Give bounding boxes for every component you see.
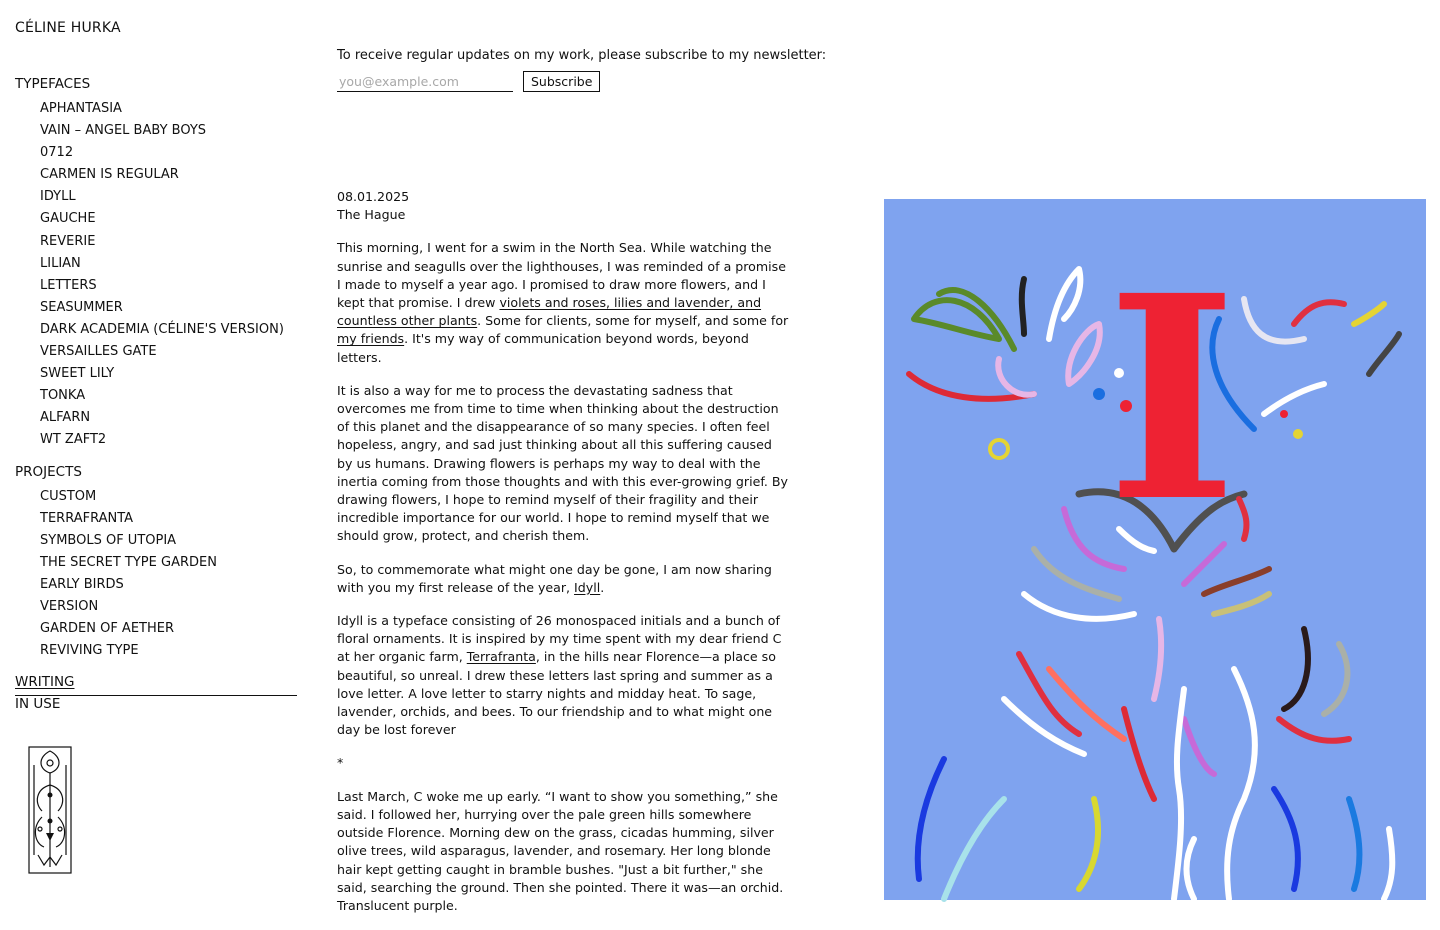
nav-item [15, 596, 297, 618]
flower-illustration [884, 199, 1426, 900]
nav-section-projects[interactable]: PROJECTS [15, 463, 82, 480]
nav-item [15, 385, 297, 407]
nav-item-link[interactable]: SYMBOLS OF UTOPIA [40, 532, 177, 548]
nav-item [15, 363, 297, 385]
nav-item-link[interactable]: TERRAFRANTA [40, 510, 134, 526]
nav-item-link[interactable]: LETTERS [40, 277, 97, 293]
nav-item-link[interactable]: SEASUMMER [40, 299, 123, 315]
subscribe-button[interactable]: Subscribe [523, 71, 600, 92]
article-paragraph [337, 612, 789, 739]
nav-item [15, 208, 297, 230]
initial-letter: I [1106, 235, 1238, 564]
nav-item-link[interactable]: GARDEN OF AETHER [40, 621, 174, 637]
nav-item-link[interactable]: GAUCHE [40, 211, 96, 227]
nav-item-link[interactable]: DARK ACADEMIA (CÉLINE'S VERSION) [40, 321, 284, 337]
ornament-logo-icon [28, 745, 72, 875]
nav-item [15, 640, 297, 662]
nav-item [15, 275, 297, 297]
section-separator: * [337, 755, 344, 771]
nav-item-link[interactable]: LILIAN [40, 255, 81, 271]
journal-article [337, 188, 789, 930]
article-location: The Hague [337, 207, 406, 223]
nav-item [15, 319, 297, 341]
nav-item-link[interactable]: TONKA [40, 388, 86, 404]
nav-item-link[interactable]: VAIN – ANGEL BABY BOYS [40, 123, 207, 139]
typefaces-list [15, 98, 297, 452]
newsletter-form [337, 71, 826, 92]
text-run: . Some for clients, some for myself, and some for [477, 313, 789, 329]
nav-item-link[interactable]: CUSTOM [40, 488, 97, 504]
site-title[interactable]: CÉLINE HURKA [15, 20, 121, 36]
terrafranta-link[interactable]: Terrafranta [466, 649, 536, 665]
nav-section-writing[interactable]: WRITING [15, 674, 75, 691]
nav-item-link[interactable]: REVERIE [40, 233, 96, 249]
nav-section-typefaces[interactable]: TYPEFACES [15, 76, 91, 92]
newsletter-text: To receive regular updates on my work, please subscribe to my newsletter: [337, 48, 827, 63]
nav-item [15, 486, 297, 508]
nav-section-in-use[interactable]: IN USE [15, 696, 61, 713]
nav-item [15, 297, 297, 319]
nav-item [15, 618, 297, 640]
nav-item [15, 407, 297, 429]
nav-item-link[interactable]: APHANTASIA [40, 101, 122, 116]
nav-item-link[interactable]: THE SECRET TYPE GARDEN [40, 554, 217, 570]
idyll-initial-artwork [884, 199, 1426, 900]
text-run: , in the hills near Florence—a place so beautiful, so unreal. I drew these letters last spring and summer as a love letter. A love letter to starry nights and midday heat. To sage, lavender, orchids, and bees. To our friendship and to what might one day be lost forever [337, 649, 776, 738]
nav-item-link[interactable]: CARMEN IS REGULAR [40, 167, 179, 183]
projects-list [15, 486, 297, 663]
nav-item-link[interactable]: VERSION [40, 598, 99, 614]
nav-item [15, 552, 297, 574]
sidebar-nav[interactable] [15, 76, 297, 713]
nav-item-link[interactable]: 0712 [40, 145, 74, 161]
article-date: 08.01.2025 [337, 189, 410, 204]
text-run: This morning, I went for a swim in the North Sea. While watching the sunrise and seagulls over the lighthouses, I was reminded of a promise I made to myself a year ago. I promised to draw more flowers, and I kept that promise. I drew [337, 240, 786, 311]
nav-item-link[interactable]: IDYLL [40, 189, 76, 205]
nav-item [15, 341, 297, 363]
newsletter-signup [337, 48, 826, 92]
article-paragraph [337, 561, 789, 597]
nav-item [15, 508, 297, 530]
nav-item-link[interactable]: SWEET LILY [40, 366, 115, 382]
nav-item [15, 530, 297, 552]
nav-item-link[interactable]: REVIVING TYPE [40, 643, 139, 659]
email-input[interactable] [337, 71, 513, 92]
nav-item [15, 142, 297, 164]
nav-item-link[interactable]: VERSAILLES GATE [40, 344, 157, 360]
article-paragraph: It is also a way for me to process the devastating sadness that overcomes me from time to time when thinking about the destruction of this planet and the disappearance of so many species. I often feel hopeless, angry, and sad just thinking about all this suffering caused by us humans. Drawing flowers is perhaps my way to deal with the inertia coming from those thoughts and with this ever-growing grief. By drawing flowers, I hope to remind myself of their fragility and their incredible importance for our world. I hope to remind myself that we should grow, protect, and cherish them. [337, 382, 788, 544]
article-paragraph: Last March, C woke me up early. “I want to show you something,” she said. I followed her, hurrying over the pale green hills somewhere outside Florence. Morning dew on the grass, cicadas humming, silver olive trees, wild asparagus, lavender, and rosemary. Her long blonde hair kept getting caught in bramble bushes. "Just a bit further," she said, searching the ground. Then she pointed. There it was—an orchid. Translucent purple. [337, 788, 784, 913]
nav-item-link[interactable]: ALFARN [40, 410, 91, 426]
article-paragraph [337, 239, 789, 366]
nav-item [15, 574, 297, 596]
nav-item [15, 231, 297, 253]
nav-item [15, 186, 297, 208]
nav-item-link[interactable]: WT ZAFT2 [40, 432, 107, 448]
nav-item-link[interactable]: EARLY BIRDS [40, 576, 124, 592]
text-run: . It's my way of communication beyond words, beyond letters. [337, 331, 749, 365]
text-run: . [600, 579, 605, 595]
nav-item [15, 253, 297, 275]
article-meta [337, 188, 789, 224]
flowers-link[interactable]: violets and roses, lilies and lavender, and countless other plants [337, 295, 762, 329]
idyll-link[interactable]: Idyll [574, 579, 601, 595]
text-run: Idyll is a typeface consisting of 26 monospaced initials and a bunch of floral ornaments. It is inspired by my time spent with my dear friend C at her organic farm, [337, 613, 782, 665]
text-run: So, to commemorate what might one day be gone, I am now sharing with you my first release of the year, [337, 561, 772, 595]
nav-item [15, 429, 297, 451]
nav-item [15, 164, 297, 186]
nav-item [15, 120, 297, 142]
my-friends-link[interactable]: my friends [337, 331, 405, 347]
nav-item [15, 98, 297, 120]
